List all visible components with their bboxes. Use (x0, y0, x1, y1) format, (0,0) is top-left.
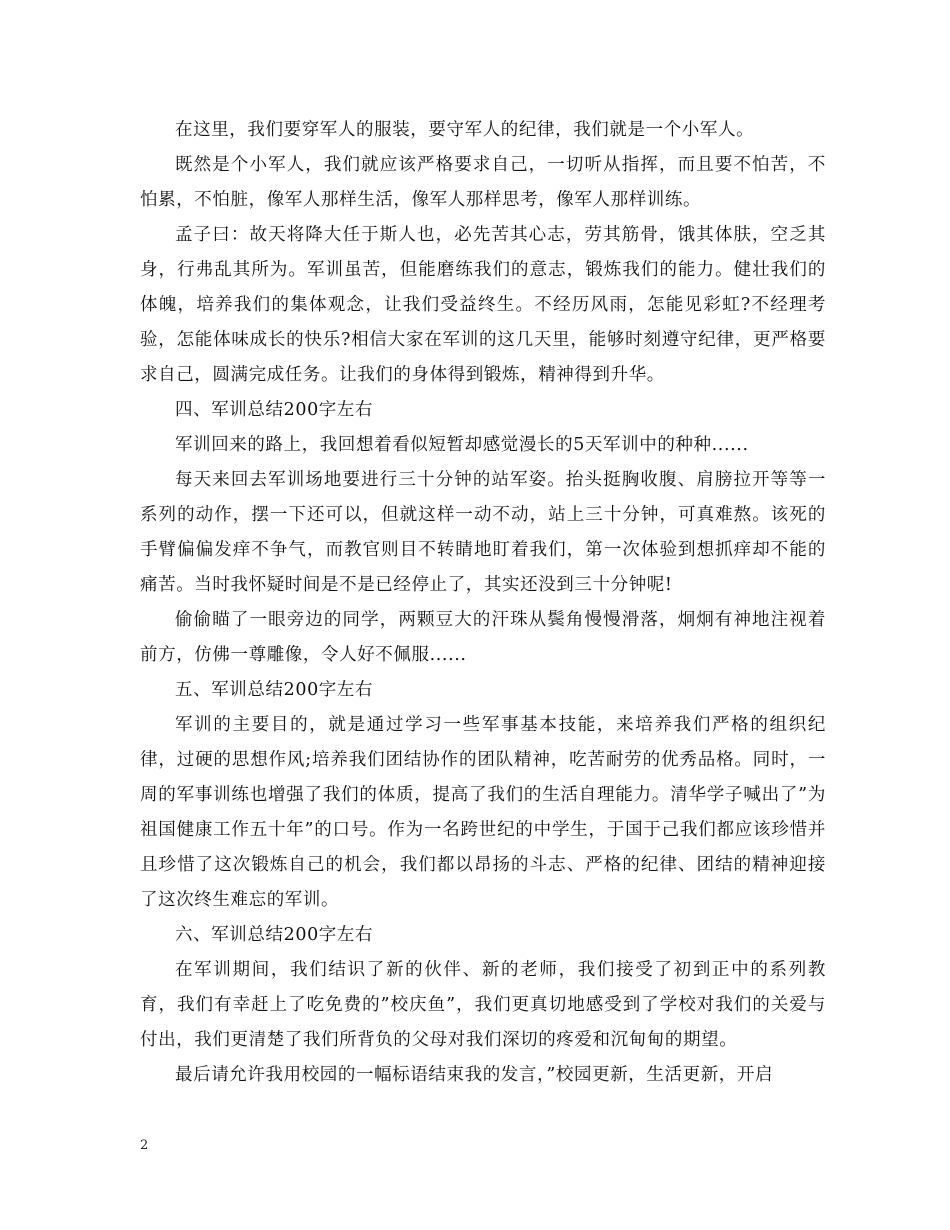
paragraph: 在这里，我们要穿军人的服装，要守军人的纪律，我们就是一个小军人。 (175, 120, 755, 140)
paragraph: 偷偷瞄了一眼旁边的同学，两颗豆大的汗珠从鬓角慢慢滑落，炯炯有神地注视着前方，仿佛一尊雕像，令人好不佩服...... (140, 610, 826, 665)
paragraph: 在军训期间，我们结识了新的伙伴、新的老师，我们接受了初到正中的系列教育，我们有幸赶上了吃免费的”校庆鱼”，我们更真切地感受到了学校对我们的关爱与付出，我们更清楚了我们所背负的父母对我们深切的疼爱和沉甸甸的期望。 (140, 960, 826, 1050)
section-heading: 六、军训总结200字左右 (175, 925, 374, 945)
paragraph: 孟子曰：故天将降大任于斯人也，必先苦其心志，劳其筋骨，饿其体肤，空乏其身，行弗乱其所为。军训虽苦，但能磨练我们的意志，锻炼我们的能力。健壮我们的体魄，培养我们的集体观念，让我们受益终生。不经历风雨，怎能见彩虹?不经理考验，怎能体味成长的快乐?相信大家在军训的这几天里，能够时刻遵守纪律，更严格要求自己，圆满完成任务。让我们的身体得到锻炼，精神得到升华。 (140, 225, 826, 385)
body-text (140, 113, 826, 1093)
page-number: 2 (140, 1138, 149, 1153)
section-heading: 五、军训总结200字左右 (175, 680, 374, 700)
paragraph: 军训的主要目的，就是通过学习一些军事基本技能，来培养我们严格的组织纪律，过硬的思想作风;培养我们团结协作的团队精神，吃苦耐劳的优秀品格。同时，一周的军事训练也增强了我们的体质，提高了我们的生活自理能力。清华学子喊出了”为祖国健康工作五十年”的口号。作为一名跨世纪的中学生，于国于己我们都应该珍惜并且珍惜了这次锻炼自己的机会，我们都以昂扬的斗志、严格的纪律、团结的精神迎接了这次终生难忘的军训。 (140, 715, 826, 910)
section-heading: 四、军训总结200字左右 (175, 400, 374, 420)
paragraph: 军训回来的路上，我回想着看似短暂却感觉漫长的5天军训中的种种...... (175, 435, 749, 455)
paragraph: 最后请允许我用校园的一幅标语结束我的发言，”校园更新，生活更新，开启 (175, 1065, 774, 1085)
paragraph: 每天来回去军训场地要进行三十分钟的站军姿。抬头挺胸收腹、肩膀拉开等等一系列的动作，摆一下还可以，但就这样一动不动，站上三十分钟，可真难熬。该死的手臂偏偏发痒不争气，而教官则目不转睛地盯着我们，第一次体验到想抓痒却不能的痛苦。当时我怀疑时间是不是已经停止了，其实还没到三十分钟呢! (140, 470, 826, 595)
paragraph: 既然是个小军人，我们就应该严格要求自己，一切听从指挥，而且要不怕苦，不怕累，不怕脏，像军人那样生活，像军人那样思考，像军人那样训练。 (140, 155, 826, 210)
